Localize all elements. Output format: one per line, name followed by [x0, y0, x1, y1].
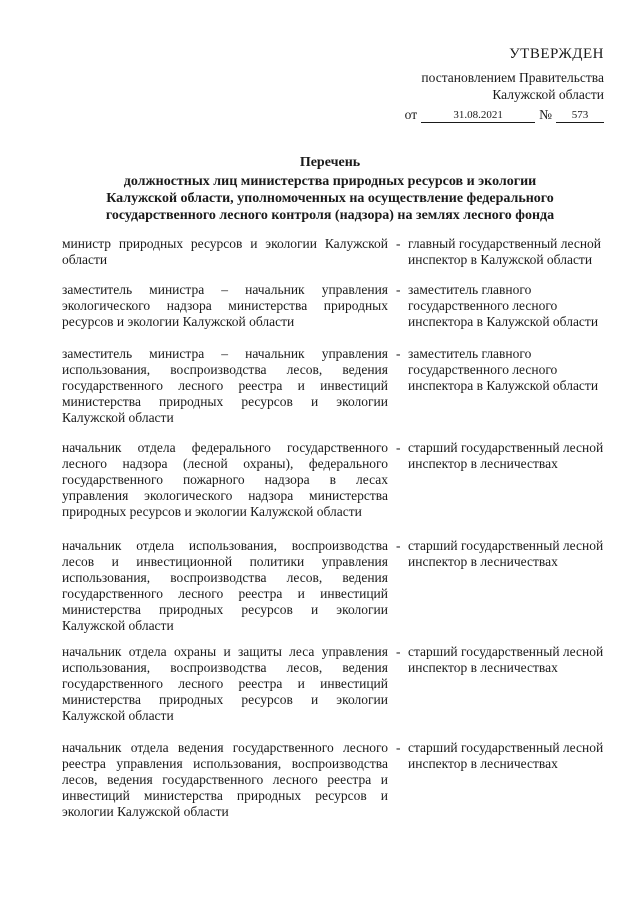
inspector-title: старший государственный лесной инспектор в лесничествах [408, 740, 604, 771]
official-position: заместитель министра – начальник управления экологического надзора министерства природных ресурсов и экологии Калужской области [62, 282, 388, 329]
approval-block [394, 46, 604, 123]
inspector-title: заместитель главного государственного лесного инспектора в Калужской области [408, 346, 599, 393]
official-position: министр природных ресурсов и экологии Калужской области [62, 236, 388, 267]
document-subtitle-line: государственного лесного контроля (надзора) на землях лесного фонда [105, 208, 555, 223]
inspector-title: главный государственный лесной инспектор в Калужской области [408, 236, 602, 267]
row-dash: - [396, 538, 401, 553]
approval-stamp: УТВЕРЖДЕН [509, 46, 604, 62]
approval-date: 31.08.2021 [421, 109, 535, 123]
number-sign: № [539, 107, 552, 122]
approval-registration [394, 106, 604, 123]
approval-number: 573 [556, 109, 604, 123]
inspector-title: старший государственный лесной инспектор в лесничествах [408, 644, 604, 675]
approval-line-2: Калужской области [492, 87, 604, 102]
approval-line-1: постановлением Правительства [421, 70, 604, 85]
inspector-title: заместитель главного государственного лесного инспектора в Калужской области [408, 282, 599, 329]
row-dash: - [396, 440, 401, 455]
document-subtitle-line: должностных лиц министерства природных ресурсов и экологии [123, 174, 537, 189]
official-position: начальник отдела ведения государственного лесного реестра управления использования, воспроизводства лесов, ведения государственного лесного реестра и инвестиций министерства природных ресурсов и экологии Калужской области [62, 740, 388, 819]
official-position: начальник отдела использования, воспроизводства лесов и инвестиционной политики управления использования, воспроизводства лесов, ведения государственного лесного реестра и инвестиций министерства природных ресурсов и экологии Калужской области [62, 538, 388, 633]
row-dash: - [396, 236, 401, 251]
document-subtitle-line: Калужской области, уполномоченных на осуществление федерального [106, 191, 554, 206]
document-title: Перечень [299, 155, 361, 170]
official-position: начальник отдела охраны и защиты леса управления использования, воспроизводства лесов, ведения государственного лесного реестра и инвестиций министерства природных ресурсов и экологии Калужской области [62, 644, 388, 723]
row-dash: - [396, 740, 401, 755]
official-position: начальник отдела федерального государственного лесного надзора (лесной охраны), федерального государственного пожарного надзора в лесах управления экологического надзора министерства природных ресурсов и экологии Калужской области [62, 440, 388, 519]
inspector-title: старший государственный лесной инспектор в лесничествах [408, 538, 604, 569]
row-dash: - [396, 282, 401, 297]
document-heading [70, 154, 590, 224]
row-dash: - [396, 644, 401, 659]
inspector-title: старший государственный лесной инспектор в лесничествах [408, 440, 604, 471]
official-position: заместитель министра – начальник управления использования, воспроизводства лесов, ведения государственного лесного реестра и инвестиций министерства природных ресурсов и экологии Калужской области [62, 346, 388, 425]
row-dash: - [396, 346, 401, 361]
date-prefix: от [404, 107, 418, 122]
